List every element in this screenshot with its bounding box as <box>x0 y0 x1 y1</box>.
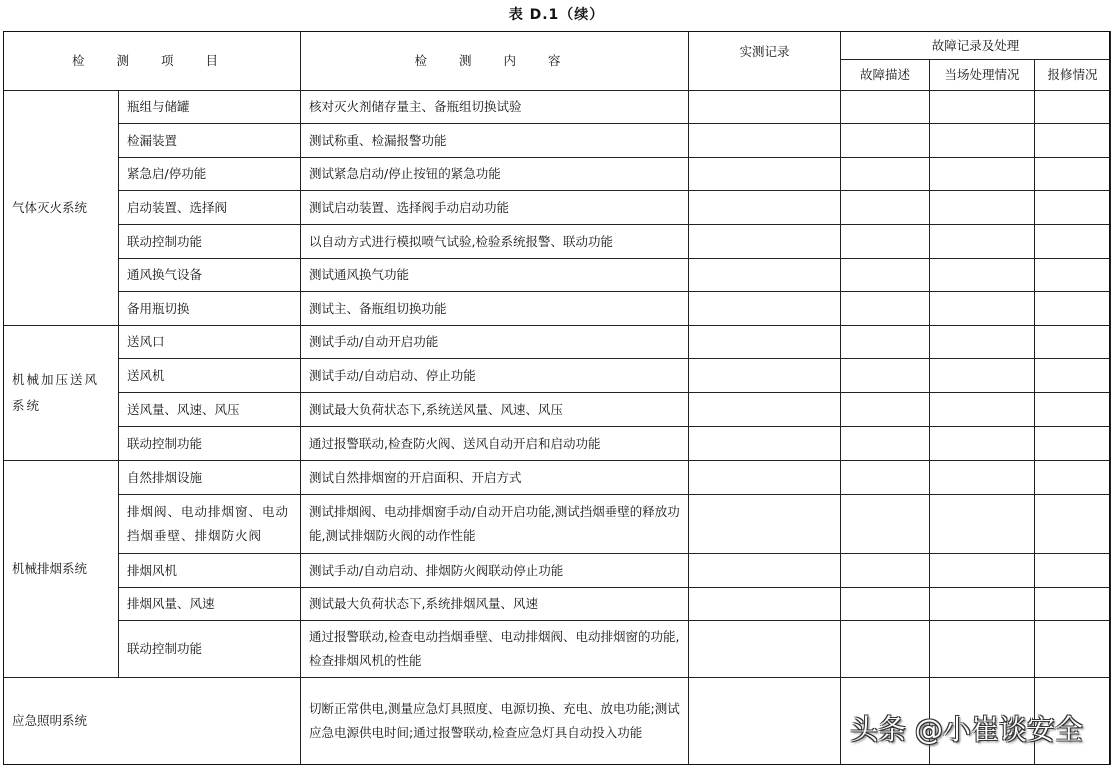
record-cell[interactable] <box>689 588 841 621</box>
header-content: 检 测 内 容 <box>301 32 689 91</box>
watermark: 头条 @小崔谈安全 <box>850 713 1083 746</box>
item-cell: 送风口 <box>119 326 301 359</box>
repair-cell[interactable] <box>1035 621 1111 678</box>
inspection-table <box>3 31 1111 765</box>
repair-cell[interactable] <box>1035 292 1111 326</box>
repair-cell[interactable] <box>1035 393 1111 427</box>
repair-cell[interactable] <box>1035 588 1111 621</box>
item-cell: 送风量、风速、风压 <box>119 393 301 427</box>
header-onsite: 当场处理情况 <box>930 60 1035 91</box>
record-cell[interactable] <box>689 495 841 554</box>
repair-cell[interactable] <box>1035 461 1111 495</box>
content-cell: 测试手动/自动开启功能 <box>301 326 689 359</box>
item-cell: 联动控制功能 <box>119 225 301 259</box>
record-cell[interactable] <box>689 461 841 495</box>
record-cell[interactable] <box>689 359 841 393</box>
item-cell: 通风换气设备 <box>119 259 301 292</box>
repair-cell[interactable] <box>1035 495 1111 554</box>
fault-desc-cell[interactable] <box>841 554 930 588</box>
repair-cell[interactable] <box>1035 191 1111 225</box>
onsite-cell[interactable] <box>930 393 1035 427</box>
repair-cell[interactable] <box>1035 554 1111 588</box>
content-cell: 通过报警联动,检查防火阀、送风自动开启和启动功能 <box>301 427 689 461</box>
content-cell: 测试通风换气功能 <box>301 259 689 292</box>
fault-desc-cell[interactable] <box>841 621 930 678</box>
record-cell[interactable] <box>689 158 841 191</box>
onsite-cell[interactable] <box>930 326 1035 359</box>
fault-desc-cell[interactable] <box>841 393 930 427</box>
item-cell: 排烟风机 <box>119 554 301 588</box>
repair-cell[interactable] <box>1035 359 1111 393</box>
fault-desc-cell[interactable] <box>841 259 930 292</box>
onsite-cell[interactable] <box>930 91 1035 124</box>
onsite-cell[interactable] <box>930 495 1035 554</box>
onsite-cell[interactable] <box>930 259 1035 292</box>
item-cell: 联动控制功能 <box>119 427 301 461</box>
header-fault-group: 故障记录及处理 <box>841 32 1111 60</box>
group-emergency-lighting: 应急照明系统 <box>4 678 301 765</box>
content-cell: 以自动方式进行模拟喷气试验,检验系统报警、联动功能 <box>301 225 689 259</box>
content-cell: 通过报警联动,检查电动挡烟垂壁、电动排烟阀、电动排烟窗的功能,检查排烟风机的性能 <box>301 621 689 678</box>
header-record: 实测记录 <box>689 32 841 91</box>
fault-desc-cell[interactable] <box>841 225 930 259</box>
item-cell: 备用瓶切换 <box>119 292 301 326</box>
item-cell: 送风机 <box>119 359 301 393</box>
content-cell: 测试自然排烟窗的开启面积、开启方式 <box>301 461 689 495</box>
fault-desc-cell[interactable] <box>841 359 930 393</box>
repair-cell[interactable] <box>1035 259 1111 292</box>
header-item: 检 测 项 目 <box>4 32 301 91</box>
onsite-cell[interactable] <box>930 158 1035 191</box>
header-fault-desc: 故障描述 <box>841 60 930 91</box>
item-cell: 排烟风量、风速 <box>119 588 301 621</box>
fault-desc-cell[interactable] <box>841 158 930 191</box>
onsite-cell[interactable] <box>930 225 1035 259</box>
fault-desc-cell[interactable] <box>841 461 930 495</box>
fault-desc-cell[interactable] <box>841 91 930 124</box>
item-cell: 联动控制功能 <box>119 621 301 678</box>
onsite-cell[interactable] <box>930 621 1035 678</box>
content-cell: 测试最大负荷状态下,系统送风量、风速、风压 <box>301 393 689 427</box>
repair-cell[interactable] <box>1035 158 1111 191</box>
content-cell: 测试启动装置、选择阀手动启动功能 <box>301 191 689 225</box>
record-cell[interactable] <box>689 124 841 158</box>
content-cell: 测试紧急启动/停止按钮的紧急功能 <box>301 158 689 191</box>
fault-desc-cell[interactable] <box>841 588 930 621</box>
item-cell: 检漏装置 <box>119 124 301 158</box>
onsite-cell[interactable] <box>930 427 1035 461</box>
item-cell: 启动装置、选择阀 <box>119 191 301 225</box>
fault-desc-cell[interactable] <box>841 191 930 225</box>
content-cell: 测试排烟阀、电动排烟窗手动/自动开启功能,测试挡烟垂壁的释放功能,测试排烟防火阀的动作性能 <box>301 495 689 554</box>
repair-cell[interactable] <box>1035 225 1111 259</box>
record-cell[interactable] <box>689 91 841 124</box>
fault-desc-cell[interactable] <box>841 292 930 326</box>
record-cell[interactable] <box>689 393 841 427</box>
content-cell: 测试手动/自动启动、停止功能 <box>301 359 689 393</box>
fault-desc-cell[interactable] <box>841 326 930 359</box>
onsite-cell[interactable] <box>930 359 1035 393</box>
record-cell[interactable] <box>689 225 841 259</box>
fault-desc-cell[interactable] <box>841 427 930 461</box>
group-smoke-exhaust: 机械排烟系统 <box>4 461 119 678</box>
table-caption: 表 D.1（续） <box>508 7 605 23</box>
onsite-cell[interactable] <box>930 554 1035 588</box>
onsite-cell[interactable] <box>930 124 1035 158</box>
content-cell: 切断正常供电,测量应急灯具照度、电源切换、充电、放电功能;测试应急电源供电时间;通过报警联动,检查应急灯具自动投入功能 <box>301 678 689 765</box>
fault-desc-cell[interactable] <box>841 124 930 158</box>
record-cell[interactable] <box>689 292 841 326</box>
record-cell[interactable] <box>689 621 841 678</box>
repair-cell[interactable] <box>1035 326 1111 359</box>
item-cell: 瓶组与储罐 <box>119 91 301 124</box>
content-cell: 测试称重、检漏报警功能 <box>301 124 689 158</box>
content-cell: 核对灭火剂储存量主、备瓶组切换试验 <box>301 91 689 124</box>
record-cell[interactable] <box>689 191 841 225</box>
record-cell[interactable] <box>689 326 841 359</box>
onsite-cell[interactable] <box>930 588 1035 621</box>
record-cell[interactable] <box>689 678 841 765</box>
onsite-cell[interactable] <box>930 461 1035 495</box>
item-cell: 自然排烟设施 <box>119 461 301 495</box>
repair-cell[interactable] <box>1035 427 1111 461</box>
record-cell[interactable] <box>689 259 841 292</box>
item-cell: 紧急启/停功能 <box>119 158 301 191</box>
record-cell[interactable] <box>689 427 841 461</box>
fault-desc-cell[interactable] <box>841 495 930 554</box>
item-cell: 排烟阀、电动排烟窗、电动挡烟垂壁、排烟防火阀 <box>119 495 301 554</box>
onsite-cell[interactable] <box>930 191 1035 225</box>
content-cell: 测试最大负荷状态下,系统排烟风量、风速 <box>301 588 689 621</box>
onsite-cell[interactable] <box>930 292 1035 326</box>
repair-cell[interactable] <box>1035 124 1111 158</box>
group-pressurized-air-supply: 机械加压送风系统 <box>4 326 119 461</box>
header-repair: 报修情况 <box>1035 60 1111 91</box>
repair-cell[interactable] <box>1035 91 1111 124</box>
record-cell[interactable] <box>689 554 841 588</box>
group-gas-extinguishing: 气体灭火系统 <box>4 91 119 326</box>
content-cell: 测试主、备瓶组切换功能 <box>301 292 689 326</box>
content-cell: 测试手动/自动启动、排烟防火阀联动停止功能 <box>301 554 689 588</box>
